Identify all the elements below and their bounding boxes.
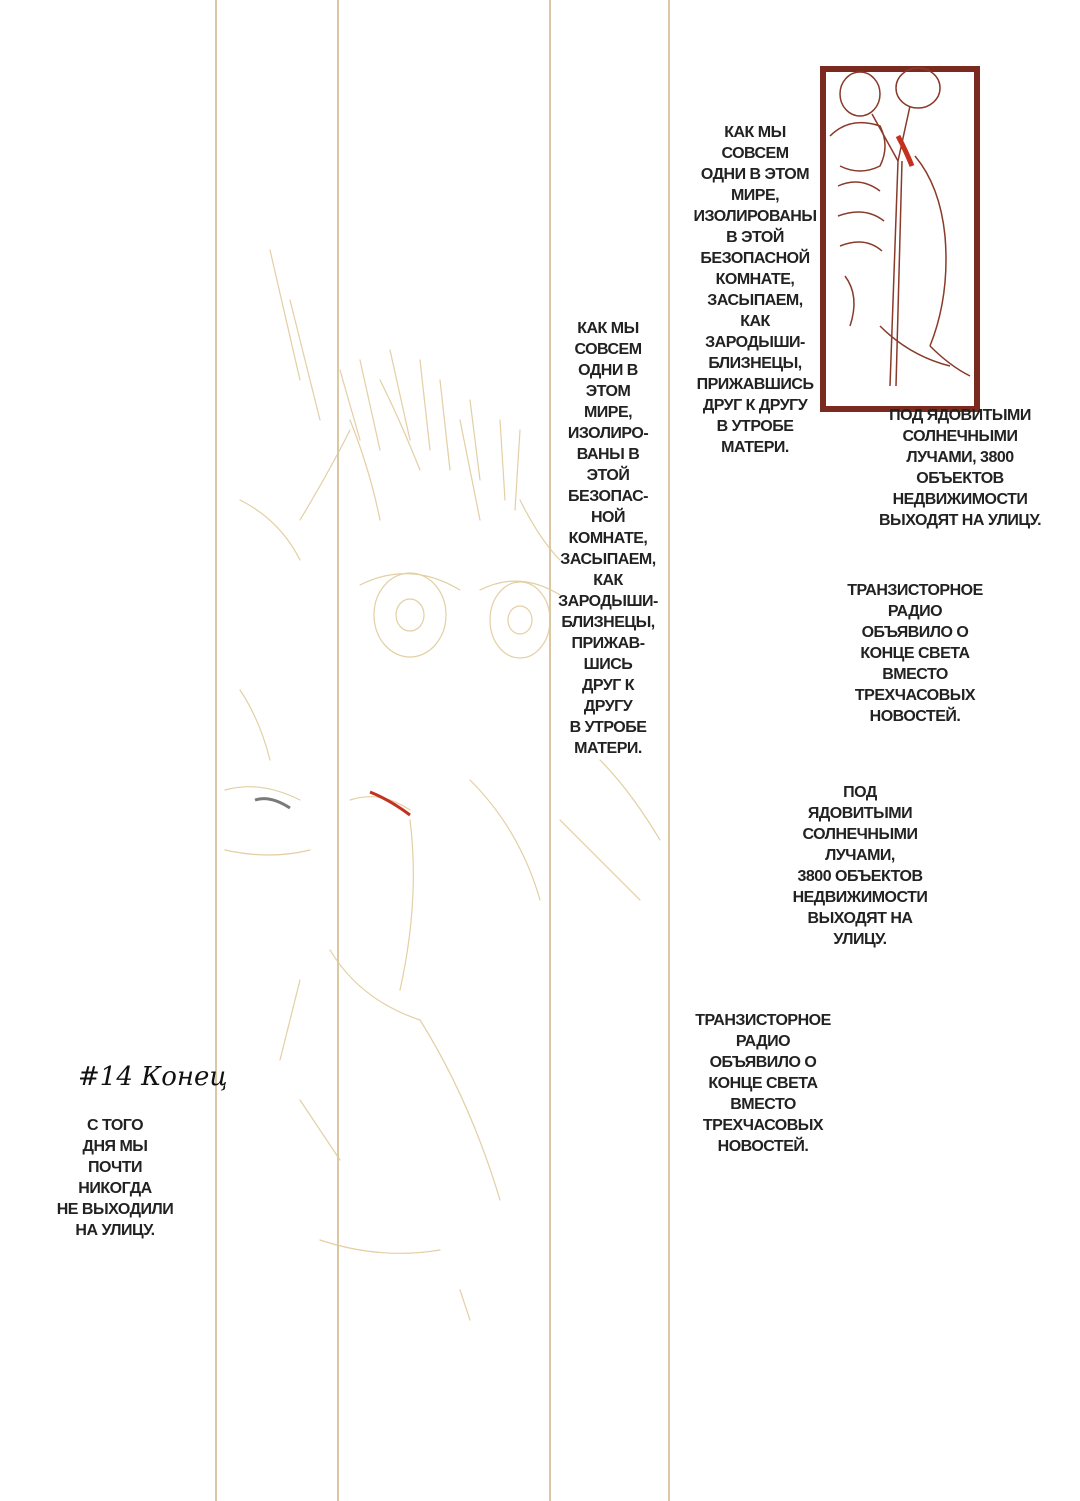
caption-right-radio: ТРАНЗИСТОРНОЕ РАДИО ОБЪЯВИЛО О КОНЦЕ СВЕТА ВМЕСТО ТРЕХЧАСОВЫХ НОВОСТЕЙ. — [847, 582, 983, 725]
scissors-hand-drawing — [820, 66, 980, 412]
panel-border — [337, 0, 339, 1501]
panel-border — [215, 0, 217, 1501]
caption-right-mid: ПОД ЯДОВИТЫМИ СОЛНЕЧНЫМИ ЛУЧАМИ, 3800 ОБЪЕКТОВ НЕДВИЖИМОСТИ ВЫХОДЯТ НА УЛИЦУ. — [792, 784, 928, 948]
scissors-illustration-panel — [820, 66, 980, 412]
panel-border — [668, 0, 670, 1501]
caption-col3: КАК МЫ СОВСЕМ ОДНИ В ЭТОМ МИРЕ, ИЗОЛИРОВАНЫ В ЭТОЙ БЕЗОПАСНОЙ КОМНАТЕ, ЗАСЫПАЕМ, КАК ЗАРОДЫШИ- БЛИЗНЕЦЫ, ПРИЖАВШИСЬ ДРУГ К ДРУГУ В УТРОБЕ МАТЕРИ. — [693, 124, 817, 456]
caption-col2: КАК МЫ СОВСЕМ ОДНИ В ЭТОМ МИРЕ, ИЗОЛИРО- ВАНЫ В ЭТОЙ БЕЗОПАС- НОЙ КОМНАТЕ, ЗАСЫПАЕМ, КАК ЗАРОДЫШИ- БЛИЗНЕЦЫ, ПРИЖАВ- ШИСЬ ДРУГ К ДРУГУ В УТРОБЕ МАТЕРИ. — [558, 320, 658, 757]
caption-right-top: ПОД ЯДОВИТЫМИ СОЛНЕЧНЫМИ ЛУЧАМИ, 3800 ОБЪЕКТОВ НЕДВИЖИМОСТИ ВЫХОДЯТ НА УЛИЦУ. — [878, 407, 1042, 529]
chapter-end-mark: #14 Конец — [78, 1062, 228, 1092]
caption-right-radio-2: ТРАНЗИСТОРНОЕ РАДИО ОБЪЯВИЛО О КОНЦЕ СВЕТА ВМЕСТО ТРЕХЧАСОВЫХ НОВОСТЕЙ. — [695, 1012, 831, 1155]
caption-left-bottom: С ТОГО ДНЯ МЫ ПОЧТИ НИКОГДА НЕ ВЫХОДИЛИ НА УЛИЦУ. — [56, 1117, 174, 1239]
